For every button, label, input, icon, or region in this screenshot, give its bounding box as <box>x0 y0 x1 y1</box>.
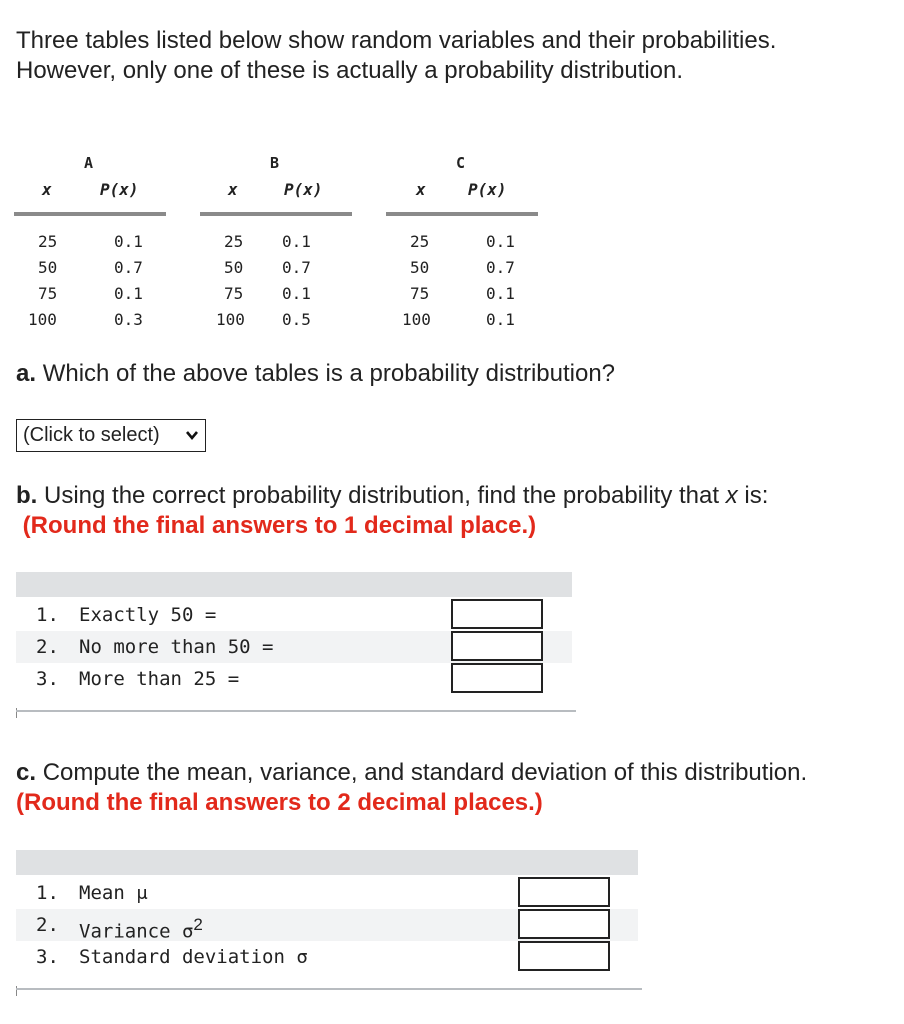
x-header: x <box>228 180 238 199</box>
p-value: 0.7 <box>486 258 515 277</box>
row-number: 1. <box>36 604 59 626</box>
answer-input-more-than-25[interactable] <box>451 663 543 693</box>
p-value: 0.7 <box>282 258 311 277</box>
x-value: 50 <box>224 258 244 277</box>
row-label: Exactly 50 = <box>79 604 217 626</box>
variance-label: Variance σ <box>79 920 194 943</box>
select-value: (Click to select) <box>23 424 160 446</box>
question-b <box>16 481 876 541</box>
answer-input-std-dev[interactable] <box>518 941 610 971</box>
table-bottom-rule <box>16 988 642 990</box>
question-a <box>16 359 615 389</box>
p-value: 0.3 <box>114 310 143 329</box>
row-label: More than 25 = <box>79 668 240 690</box>
question-text: Compute the mean, variance, and standard deviation of this distribution. <box>42 759 808 786</box>
question-label: c. <box>16 759 37 786</box>
table-bottom-rule <box>16 710 576 712</box>
p-value: 0.1 <box>486 232 515 251</box>
x-value: 25 <box>410 232 430 251</box>
table-a <box>14 150 174 330</box>
p-value: 0.1 <box>282 284 311 303</box>
row-number: 3. <box>36 668 59 690</box>
x-value: 25 <box>38 232 58 251</box>
row-number: 3. <box>36 946 59 968</box>
answer-input-variance[interactable] <box>518 909 610 939</box>
x-header: x <box>416 180 426 199</box>
intro-text: Three tables listed below show random variables and their probabilities. However, only one of these is actually a probability distribution. <box>16 27 777 84</box>
p-value: 0.1 <box>486 310 515 329</box>
table-title: C <box>456 154 466 172</box>
p-value: 0.1 <box>282 232 311 251</box>
question-text-end: is: <box>744 482 769 509</box>
p-value: 0.1 <box>114 284 143 303</box>
header-band <box>16 572 572 597</box>
table-select-dropdown[interactable] <box>16 419 206 452</box>
header-band <box>16 850 638 875</box>
rounding-note: (Round the final answers to 1 decimal place.) <box>22 512 537 539</box>
answer-table-c <box>16 850 642 1000</box>
x-value: 50 <box>38 258 58 277</box>
header-rule <box>386 212 538 216</box>
table-title: B <box>270 154 280 172</box>
row-label: No more than 50 = <box>79 636 274 658</box>
p-value: 0.5 <box>282 310 311 329</box>
p-value: 0.1 <box>114 232 143 251</box>
squared-superscript: 2 <box>193 915 203 934</box>
x-header: x <box>42 180 52 199</box>
answer-input-exactly-50[interactable] <box>451 599 543 629</box>
answer-table-b <box>16 572 576 722</box>
x-value: 100 <box>216 310 245 329</box>
row-label: Standard deviation σ <box>79 946 308 968</box>
p-header: P(x) <box>100 180 139 199</box>
table-title: A <box>84 154 94 172</box>
p-header: P(x) <box>468 180 507 199</box>
question-text: Which of the above tables is a probability distribution? <box>42 360 616 387</box>
header-rule <box>200 212 352 216</box>
variable-x: x <box>725 482 738 509</box>
row-label: Mean μ <box>79 882 148 904</box>
x-value: 75 <box>224 284 244 303</box>
table-b <box>200 150 360 330</box>
p-header: P(x) <box>284 180 323 199</box>
chevron-down-icon <box>185 420 199 461</box>
x-value: 75 <box>410 284 430 303</box>
p-value: 0.7 <box>114 258 143 277</box>
p-value: 0.1 <box>486 284 515 303</box>
x-value: 100 <box>402 310 431 329</box>
question-c <box>16 758 876 818</box>
row-number: 2. <box>36 636 59 658</box>
rounding-note: (Round the final answers to 2 decimal places.) <box>16 789 543 816</box>
x-value: 25 <box>224 232 244 251</box>
row-number: 1. <box>36 882 59 904</box>
question-text: Using the correct probability distribution, find the probability that <box>44 482 720 509</box>
question-label: b. <box>16 482 38 509</box>
x-value: 75 <box>38 284 58 303</box>
answer-input-mean[interactable] <box>518 877 610 907</box>
header-rule <box>14 212 166 216</box>
row-number: 2. <box>36 914 59 936</box>
answer-input-no-more-than-50[interactable] <box>451 631 543 661</box>
x-value: 50 <box>410 258 430 277</box>
table-c <box>386 150 546 330</box>
question-label: a. <box>16 360 37 387</box>
x-value: 100 <box>28 310 57 329</box>
